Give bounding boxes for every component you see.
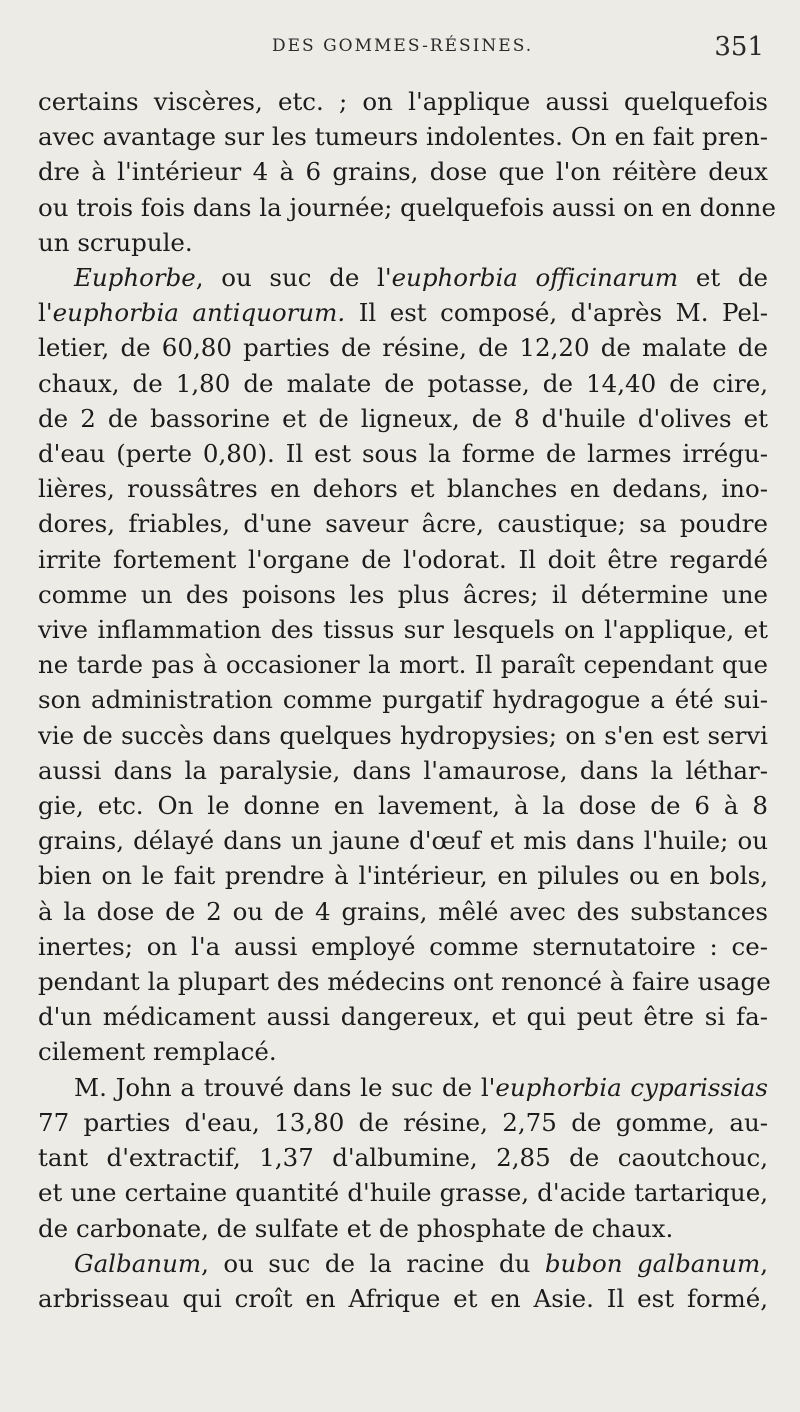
italic-term: Euphorbe [74, 263, 196, 293]
text-run: , ou suc de la racine du [201, 1248, 545, 1278]
text-run: bien on le fait prendre à l'intérieur, en pilules ou en bols, [38, 861, 768, 891]
text-line [38, 788, 768, 823]
text-run: son administration comme purgatif hydragogue a été sui- [38, 685, 768, 715]
text-line [38, 506, 768, 541]
text-run: ou trois fois dans la journée; quelquefois aussi on en donne [38, 192, 776, 222]
text-run: letier, de 60,80 parties de résine, de 12,20 de malate de [38, 333, 768, 363]
text-line [38, 436, 768, 471]
text-line [38, 542, 768, 577]
text-run: et de [678, 263, 769, 293]
text-line [38, 577, 768, 612]
text-line [38, 190, 776, 225]
italic-term: bubon galbanum [544, 1248, 761, 1278]
text-line [38, 330, 768, 365]
text-run: d'eau (perte 0,80). Il est sous la forme de larmes irrégu- [38, 439, 768, 469]
text-run: certains viscères, etc. ; on l'applique aussi quelquefois [38, 87, 768, 116]
text-line [38, 1281, 768, 1316]
text-run: d'un médicament aussi dangereux, et qui peut être si fa- [38, 1002, 768, 1032]
running-title: DES GOMMES-RÉSINES. [272, 36, 534, 56]
text-run: lières, roussâtres en dehors et blanches en dedans, ino- [38, 474, 768, 504]
text-line [38, 999, 768, 1034]
text-run: gie, etc. On le donne en lavement, à la dose de 6 à 8 [38, 791, 768, 821]
text-line [38, 295, 768, 330]
text-line [38, 894, 768, 929]
text-run: vive inflammation des tissus sur lesquels on l'applique, et [38, 615, 768, 645]
text-line [38, 929, 768, 964]
text-line [38, 119, 768, 154]
text-run: cilement remplacé. [38, 1037, 277, 1067]
text-line [38, 1105, 768, 1140]
italic-term: euphorbia cyparissias [495, 1072, 768, 1102]
text-run: inertes; on l'a aussi employé comme sternutatoire : ce- [38, 931, 768, 961]
text-line [38, 1175, 768, 1210]
text-run: irrite fortement l'organe de l'odorat. Il doit être regardé [38, 544, 768, 574]
body-text [38, 84, 776, 1316]
text-line [38, 823, 768, 858]
text-run: l' [38, 298, 53, 328]
text-line [38, 401, 768, 436]
text-line [38, 1211, 768, 1246]
text-line [38, 1246, 768, 1281]
text-run: et une certaine quantité d'huile grasse, d'acide tartarique, [38, 1178, 768, 1208]
italic-term: euphorbia antiquorum. [52, 298, 346, 328]
text-run: de carbonate, de sulfate et de phosphate de chaux. [38, 1213, 674, 1243]
text-line [38, 682, 768, 717]
italic-term: Galbanum [74, 1248, 202, 1278]
text-run: comme un des poisons les plus âcres; il détermine une [38, 579, 768, 609]
text-run: dre à l'intérieur 4 à 6 grains, dose que l'on réitère deux [38, 157, 768, 187]
text-run: , ou suc de l' [195, 263, 392, 293]
text-run: tant d'extractif, 1,37 d'albumine, 2,85 de caoutchouc, [38, 1143, 768, 1173]
text-line [38, 1140, 768, 1175]
text-line [38, 260, 768, 295]
text-run: avec avantage sur les tumeurs indolentes. On en fait pren- [38, 122, 768, 152]
page-number: 351 [714, 32, 764, 62]
text-line [38, 753, 768, 788]
text-line [38, 154, 768, 189]
text-run: arbrisseau qui croît en Afrique et en Asie. Il est formé, [38, 1283, 768, 1313]
text-run: de 2 de bassorine et de ligneux, de 8 d'huile d'olives et [38, 403, 768, 433]
running-head [0, 32, 800, 66]
text-line [38, 612, 768, 647]
text-run: chaux, de 1,80 de malate de potasse, de 14,40 de cire, [38, 368, 768, 398]
text-run: 77 parties d'eau, 13,80 de résine, 2,75 de gomme, au- [38, 1107, 768, 1137]
text-run: à la dose de 2 ou de 4 grains, mêlé avec des substances [38, 896, 768, 926]
text-run: dores, friables, d'une saveur âcre, caustique; sa poudre [38, 509, 768, 539]
text-run: M. John a trouvé dans le suc de l' [74, 1072, 496, 1102]
text-run: ne tarde pas à occasioner la mort. Il paraît cependant que [38, 650, 768, 680]
text-line [38, 858, 768, 893]
text-line [38, 1034, 768, 1069]
text-line [38, 84, 768, 119]
text-line [38, 366, 768, 401]
text-run: vie de succès dans quelques hydropysies; on s'en est servi [38, 720, 768, 750]
text-line [38, 471, 768, 506]
text-line [38, 964, 771, 999]
text-line [38, 1070, 768, 1105]
text-line [38, 718, 768, 753]
text-run: pendant la plupart des médecins ont renoncé à faire usage [38, 967, 771, 997]
text-run: aussi dans la paralysie, dans l'amaurose, dans la léthar- [38, 755, 768, 785]
italic-term: euphorbia officinarum [391, 263, 679, 293]
text-line [38, 225, 768, 260]
text-run: un scrupule. [38, 227, 193, 257]
text-run: grains, délayé dans un jaune d'œuf et mis dans l'huile; ou [38, 826, 768, 856]
text-line [38, 647, 768, 682]
text-run: , [760, 1248, 769, 1278]
text-run: Il est composé, d'après M. Pel- [345, 298, 768, 328]
